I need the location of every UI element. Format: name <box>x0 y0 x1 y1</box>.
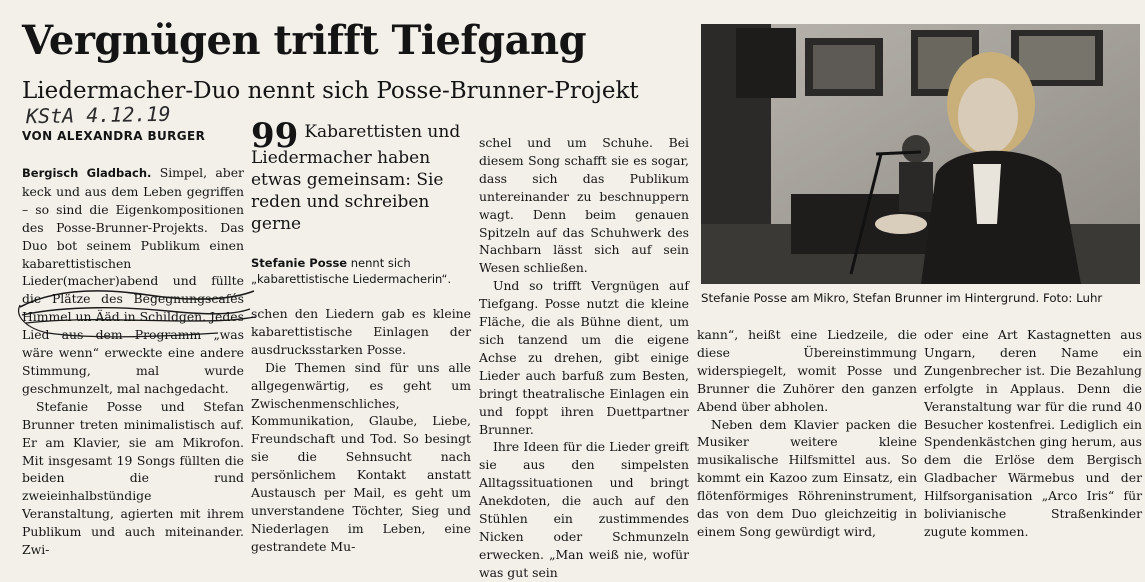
paragraph-text: Simpel, aber keck und aus dem Leben gegriffen – so sind die Eigenkompositionen des Posse-Brunner-Projekts. Das Duo bot seinem Publikum einen kabarettistischen Lieder(macher)abend und füllte die Plätze des Begegnungscafés Himmel un Ääd in Schildgen. Jedes Lied aus dem Programm „was wäre wenn“ erweckte eine andere Stimmung, mal wurde geschmunzelt, mal nachgedacht. <box>22 165 244 396</box>
paragraph: Und so trifft Vergnügen auf Tiefgang. Posse nutzt die kleine Fläche, die als Bühne dient, um sich tanzend um die eigene Achse zu drehen, gibt einige Lieder auch barfuß zum Besten, bringt theatralische Einlagen ein und foppt ihren Duettpartner Brunner. <box>479 278 689 437</box>
article-column-2 <box>251 305 471 556</box>
paragraph: kann“, heißt eine Liedzeile, die diese Übereinstimmung widerspiegelt, womit Posse und Brunner die Zuhörer den ganzen Abend über abholen. <box>697 327 917 414</box>
article-headline: Vergnügen trifft Tiefgang <box>22 17 587 64</box>
paragraph: oder eine Art Kastagnetten aus Ungarn, deren Name ein Zungenbrecher ist. Die Bezahlung erfolgte in Applaus. Denn die Veranstaltung war für die rund 40 Besucher kostenfrei. Lediglich ein Spendenkästchen ging herum, aus dem die Erlöse dem Bergisch Gladbacher Wärmebus und der Hilfsorganisation „Arco Iris“ für bolivianische Straßenkinder zugute kommen. <box>924 327 1142 539</box>
photo-illustration <box>701 24 1140 284</box>
article-column-3 <box>479 134 689 580</box>
handwritten-note: KStA 4.12.19 <box>25 101 171 129</box>
byline: VON ALEXANDRA BURGER <box>22 129 206 143</box>
article-column-4 <box>697 326 917 556</box>
paragraph: Neben dem Klavier packen die Musiker weitere kleine musikalische Hilfsmittel aus. So kommt ein Kazoo zum Einsatz, ein flötenförmiges Röhreninstrument, das von dem Duo gleichzeitig in einem Song gewürdigt wird, <box>697 416 917 539</box>
pull-quote <box>251 116 473 235</box>
article-column-5 <box>924 326 1142 556</box>
photo-caption: Stefanie Posse am Mikro, Stefan Brunner im Hintergrund. Foto: Luhr <box>701 291 1103 305</box>
article-column-1 <box>22 164 244 556</box>
paragraph: schen den Liedern gab es kleine kabarettistische Einlagen der ausdrucksstarken Posse. <box>251 306 471 357</box>
article-subheadline: Liedermacher-Duo nennt sich Posse-Brunner-Projekt <box>22 78 639 104</box>
paragraph: Ihre Ideen für die Lieder greift sie aus den simpelsten Alltagssituationen und bringt Anekdoten, die auch auf den Stühlen ein zustimmendes Nicken oder Schmunzeln erwecken. „Man weiß nie, wofür was gut sein <box>479 439 689 580</box>
paragraph: Stefanie Posse und Stefan Brunner treten minimalistisch auf. Er am Klavier, sie am Mikrofon. Mit insgesamt 19 Songs füllten die beiden die rund zweieinhalbstündige Veranstaltung, agierten mit ihrem Publikum und auch miteinander. Zwi- <box>22 398 244 558</box>
quote-mark: 99 <box>251 116 299 156</box>
pull-quote-text: Kabarettisten und Liedermacher haben etwas gemeinsam: Sie reden und schreiben gerne <box>251 122 461 234</box>
dateline: Bergisch Gladbach. <box>22 166 152 180</box>
pen-scribble <box>18 277 258 345</box>
paragraph: Die Themen sind für uns alle allgegenwärtig, es geht um Zwischenmenschliches, Kommunikation, Glaube, Liebe, Freundschaft und Tod. So besingt sie die Sehnsucht nach persönlichem Kontakt anstatt Austausch per Mail, es geht um unverstandene Töchter, Sieg und Niederlagen im Leben, eine gestrandete Mu- <box>251 359 471 554</box>
pull-quote-source-text: nennt sich „kabarettistische Liedermacherin“. <box>251 256 452 286</box>
pull-quote-source-name: Stefanie Posse <box>251 256 348 270</box>
paragraph: schel und um Schuhe. Bei diesem Song schafft sie es sogar, dass sich das Publikum untereinander zu beschnuppern wagt. Denn beim genauen Spitzeln auf das Schuhwerk des Nachbarn lässt sich auf sein Wesen schließen. <box>479 135 689 276</box>
article-photo <box>701 24 1140 284</box>
pull-quote-source <box>251 255 473 287</box>
